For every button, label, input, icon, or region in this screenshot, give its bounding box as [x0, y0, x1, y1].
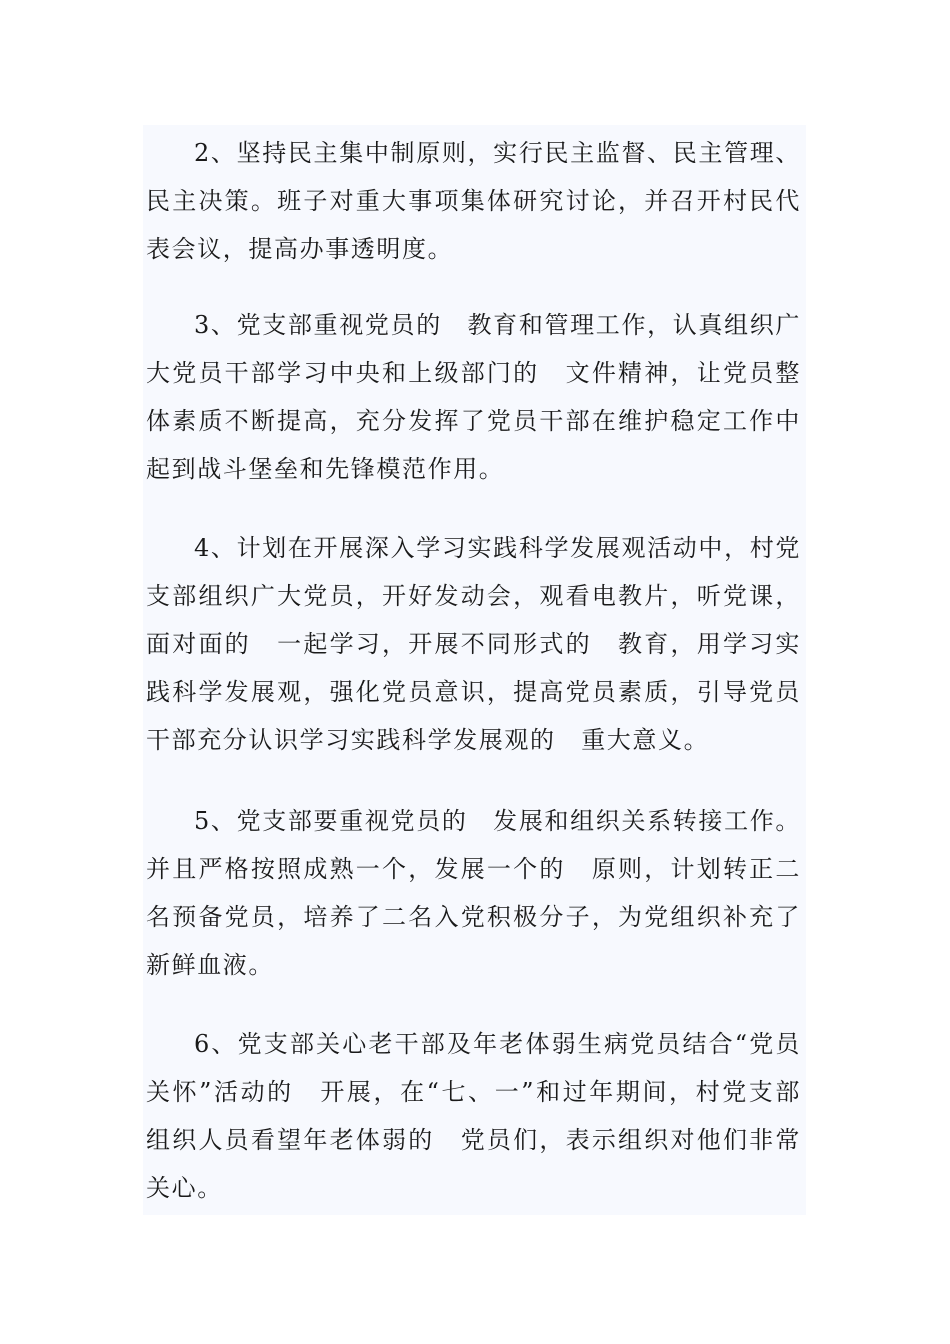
paragraph-item-2: 2、坚持民主集中制原则，实行民主监督、民主管理、民主决策。班子对重大事项集体研究讨论，并召开村民代表会议，提高办事透明度。	[146, 139, 801, 263]
paragraph-item-6: 6、党支部关心老干部及年老体弱生病党员结合“党员关怀”活动的 开展，在“七、一”和过年期间，村党支部组织人员看望年老体弱的 党员们，表示组织对他们非常关心。	[146, 1030, 801, 1202]
paragraph-item-3: 3、党支部重视党员的 教育和管理工作，认真组织广大党员干部学习中央和上级部门的 文件精神，让党员整体素质不断提高，充分发挥了党员干部在维护稳定工作中起到战斗堡垒和先锋模范作用。	[146, 311, 801, 483]
paragraph-item-5: 5、党支部要重视党员的 发展和组织关系转接工作。并且严格按照成熟一个，发展一个的 原则，计划转正二名预备党员，培养了二名入党积极分子，为党组织补充了新鲜血液。	[146, 807, 801, 979]
paragraph-item-4: 4、计划在开展深入学习实践科学发展观活动中，村党支部组织广大党员，开好发动会，观看电教片，听党课，面对面的 一起学习，开展不同形式的 教育，用学习实践科学发展观，强化党员意识，提高党员素质，引导党员干部充分认识学习实践科学发展观的 重大意义。	[146, 534, 801, 754]
